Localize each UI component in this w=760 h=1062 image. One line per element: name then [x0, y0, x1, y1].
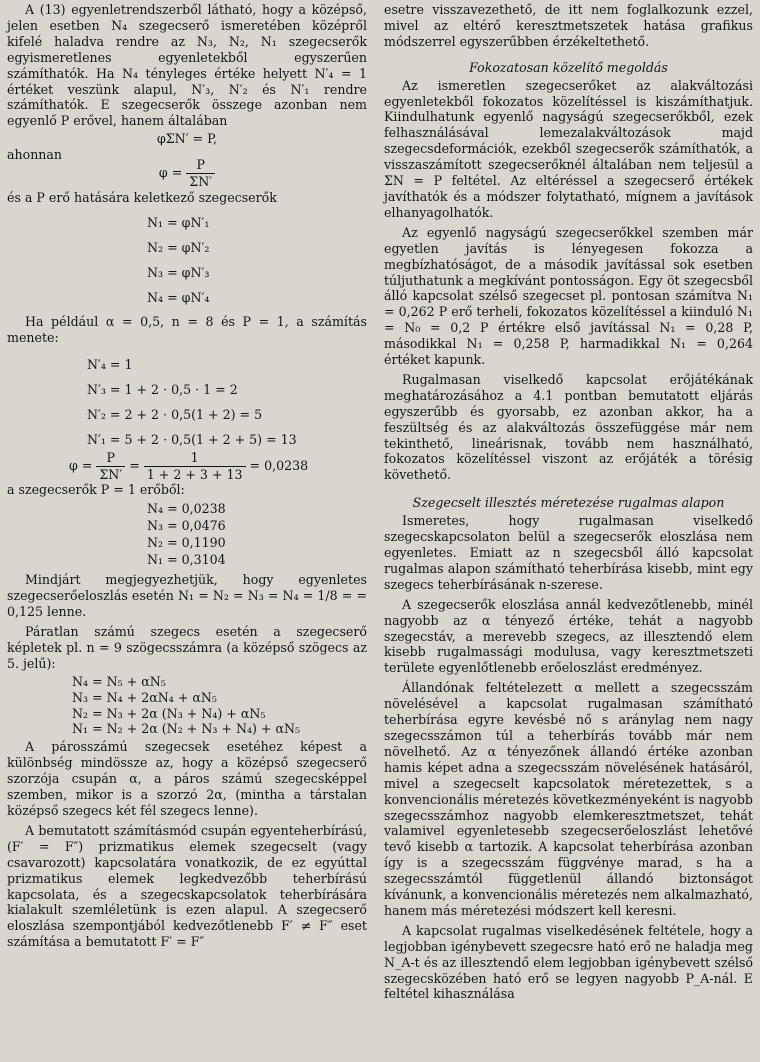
- equation: N₄ = φN′₄: [147, 289, 210, 305]
- section-heading: Szegecselt illesztés méretezése rugalmas alapon: [412, 495, 725, 511]
- fraction-denominator: 1 + 2 + 3 + 13: [146, 466, 243, 482]
- equation: N₄ = 0,0238: [147, 501, 226, 517]
- paragraph: Rugalmasan viselkedő kapcsolat erőjátékának meghatározásához a 4.1 pontban bemutatott eljárás egyszerűbb és gyorsabb, ez azonban akkor, ha a feszültség és az alakváltozás összefüggése már nem tekinthető, lineárisnak, tovább nem használható, fokozatos közelítéssel viszont az erőjáték a törésig követhető.: [384, 371, 753, 483]
- fraction: [144, 450, 246, 483]
- calculation-steps: [87, 352, 367, 452]
- paragraph: és a P erő hatására keletkező szegecserők: [7, 189, 277, 205]
- paragraph: Ha például α = 0,5, n = 8 és P = 1, a számítás menete:: [7, 313, 367, 345]
- equation: N₄ = N₅ + αN₅: [72, 673, 166, 689]
- equation-phi-value: [69, 450, 367, 483]
- equation: N₂ = N₃ + 2α (N₃ + N₄) + αN₅: [72, 705, 266, 721]
- right-column: [384, 2, 753, 1002]
- fraction-numerator: 1: [144, 450, 246, 467]
- paragraph: A (13) egyenletrendszerből látható, hogy a középső, jelen esetben N₄ szegecserő ismeretében középről kifelé haladva rendre az N₃, N₂, N₁ szegecserők egyismeretlenes egyenletekből egyszerűen számíthatók. Ha N₄ tényleges értéke helyett N′₄ = 1 értéket veszünk alapul, N′₃, N′₂ és N′₁ rendre számíthatók. E szegecserők összege azonban nem egyenlő P erővel, hanem általában: [7, 2, 367, 129]
- equation: N₁ = φN′₁: [147, 214, 210, 230]
- paragraph: A párosszámú szegecsek esetéhez képest a különbség mindössze az, hogy a középső szegecserő szorzója csupán α, a páros számú szegecsképpel szemben, mikor is a szorzó 2α, (mintha a társtalan középső szegecs két fél szegecs lenne).: [7, 739, 367, 818]
- equation: N₃ = φN′₃: [147, 264, 210, 280]
- equation: N′₁ = 5 + 2 · 0,5(1 + 2 + 5) = 13: [87, 431, 297, 447]
- equation: N′₃ = 1 + 2 · 0,5 · 1 = 2: [87, 381, 238, 397]
- fraction-numerator: P: [96, 450, 125, 467]
- paragraph: Állandónak feltételezett α mellett a szegecsszám növelésével a kapcsolat rugalmasan számítható teherbírása egyre kevésbé nő s aránylag nem nagy szegecsszámon túl a teherbírás tovább már nem növelhető. Az α tényezőnek állandó értéke azonban hamis képet adna a szegecsszám növelésének hatásáról, mivel a szegecselt kapcsolatok méretezettek, s a konvencionális méretezés következményeként is nagyobb szegecsszámhoz nagyobb elemkeresztmetszet, tehát valamivel egyenletesebb szegecserőeloszlást lehetővé tevő kisebb α tartozik. A kapcsolat teherbírása azonban így is a szegecsszám függvénye marad, s ha a szegecsszámtól függetlenül állandó biztonságot kívánunk, a konvencionális méretezés nem alkalmazható, hanem más méretezési módszert kell keresni.: [384, 680, 753, 918]
- equation-list: [147, 210, 367, 310]
- fraction-numerator: P: [186, 157, 215, 174]
- paragraph: Mindjárt megjegyezhetjük, hogy egyenletes szegecserőeloszlás esetén N₁ = N₂ = N₃ = N₄ = 1/8 = = 0,125 lenne.: [7, 572, 367, 620]
- paragraph: Ismeretes, hogy rugalmasan viselkedő szegecskapcsolaton belül a szegecserők eloszlása nem egyenletes. Emiatt az n szegecsből álló kapcsolat rugalmas alapon számítható teherbírása kisebb, mint egy szegecs teherbírásának n-szerese.: [384, 513, 753, 592]
- paragraph: A bemutatott számításmód csupán egyenteherbírású, (F′ = F″) prizmatikus elemek szegecselt (vagy csavarozott) kapcsolatára vonatkozik, de ez egyúttal prizmatikus elemek legkedvezőbb teherbírású kapcsolata, és a szegecskapcsolatok teherbírására kialakult szemléletünk is ezen alapul. A szegecserő eloszlása szempontjából kedvezőtlenebb F′ ≠ F″ eset számítása a bemutatott F′ = F″: [7, 822, 367, 950]
- equation-result: = 0,0238: [249, 457, 309, 473]
- equals-sign: =: [129, 457, 140, 473]
- equation: N₁ = 0,3104: [147, 552, 226, 568]
- equation: N₃ = 0,0476: [147, 518, 226, 534]
- fraction-denominator: ΣN′: [99, 466, 123, 482]
- equation: φΣN′ = P,: [156, 131, 218, 147]
- paragraph: Az egyenlő nagyságú szegecserőkkel szemben már egyetlen javítás is lényegesen fokozza a megbízhatóságot, de a második javítással sok esetben túljuthatunk a megkívánt pontosságon. Egy öt szegecsből álló kapcsolat szélső szegecset pl. pontosan számítva N₁ = 0,262 P erő terheli, fokozatos közelítéssel a kiinduló N₁ = N₀ = 0,2 P értékre első javítással N₁ = 0,28 P, másodikkal N₁ = 0,258 P, harmadikkal N₁ = 0,264 értéket kapunk.: [384, 224, 753, 368]
- odd-rivet-equations: [72, 674, 367, 738]
- paragraph: A szegecserők eloszlása annál kedvezőtlenebb, minél nagyobb az α tényező értéke, tehát a nagyobb szegecstáv, a merevebb szegecs, az illesztendő elem kisebb rugalmassági modulusa, vagy keresztmetszeti területe egyenlőtlenebb erőeloszlást eredményez.: [384, 596, 753, 676]
- paragraph: ahonnan: [7, 147, 63, 163]
- paragraph: esetre visszavezethető, de itt nem foglalkozunk ezzel, mivel az eltérő keresztmetszetek hatása grafikus módszerrel egyszerűbben érzékeltethető.: [384, 2, 753, 49]
- section-heading: Fokozatosan közelítő megoldás: [469, 59, 668, 75]
- fraction-denominator: ΣN′: [189, 173, 213, 189]
- paragraph: A kapcsolat rugalmas viselkedésének feltétele, hogy a legjobban igénybevett szegecsre ható erő ne haladja meg N_A-t és az illesztendő elem legjobban igénybevett szélső szegecsközében ható erő se legyen nagyobb P_A-nál. E feltétel kihasználása: [384, 922, 753, 1002]
- equation: N₂ = 0,1190: [147, 535, 226, 551]
- equation: N′₄ = 1: [87, 356, 133, 372]
- paragraph: a szegecserők P = 1 erőből:: [7, 482, 185, 498]
- equation: N₁ = N₂ + 2α (N₂ + N₃ + N₄) + αN₅: [72, 721, 301, 737]
- equation: N₃ = N₄ + 2αN₄ + αN₅: [72, 689, 217, 705]
- fraction: [96, 450, 125, 483]
- paragraph: Páratlan számú szegecs esetén a szegecserő képletek pl. n = 9 szögecsszámra (a középső szögecs az 5. jelű):: [7, 624, 367, 671]
- result-list: [147, 500, 367, 568]
- fraction: [186, 157, 215, 190]
- left-column: [7, 2, 367, 950]
- equation-lhs: φ =: [69, 457, 93, 473]
- equation: N₂ = φN′₂: [147, 239, 210, 255]
- equation-lhs: φ =: [158, 164, 183, 180]
- paragraph: Az ismeretlen szegecserőket az alakváltozási egyenletekből fokozatos közelítéssel is kiszámíthatjuk. Kiindulhatunk egyenlő nagyságú szegecserőkből, ezek felhasználásával lemezalakváltozások majd szegecsdeformációk, ezekből szegecserők számíthatók, a visszaszámított szegecserőknél általában nem teljesül a ΣN = P feltétel. Az eltéréssel a szegecserő értékek javíthatók és a módszer folytatható, mígnem a javítások elhanyagolhatók.: [384, 77, 753, 220]
- equation: N′₂ = 2 + 2 · 0,5(1 + 2) = 5: [87, 406, 263, 422]
